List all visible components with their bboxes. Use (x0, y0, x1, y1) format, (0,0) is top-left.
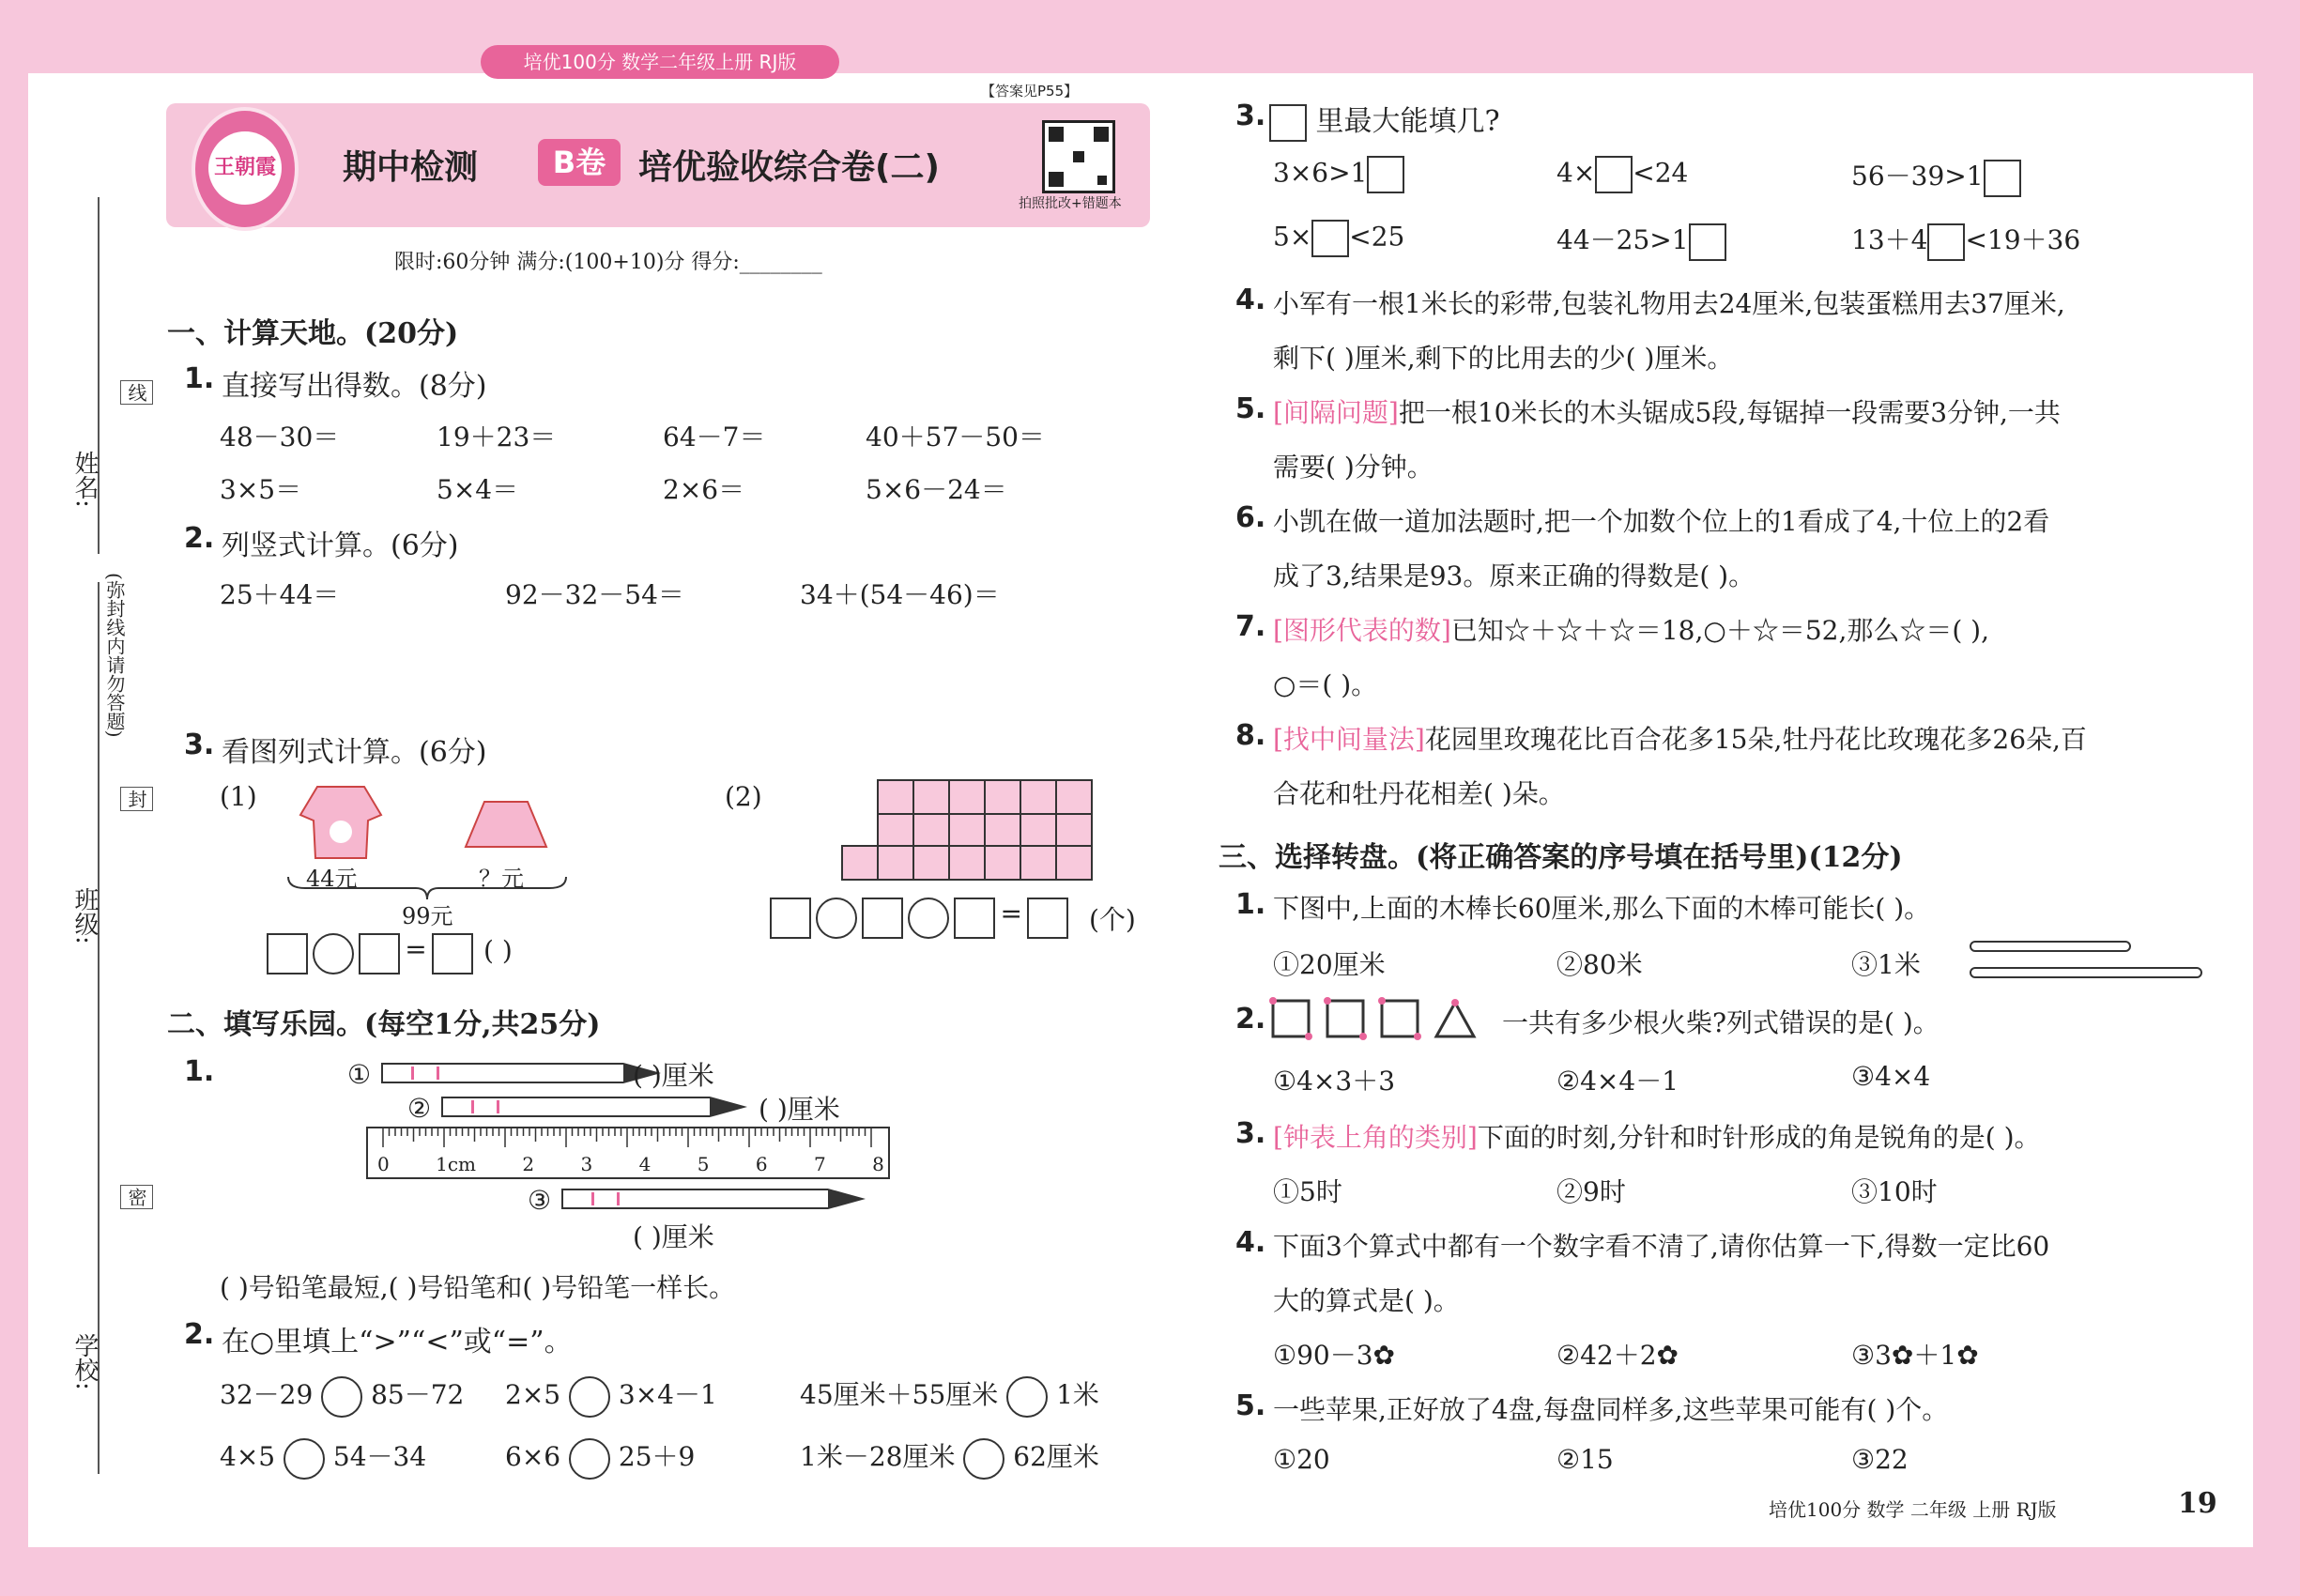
equation-blanks[interactable]: = (267, 933, 473, 974)
q2-text: 列竖式计算。(6分) (222, 529, 459, 562)
lower-stick (1970, 967, 2202, 978)
s3q3-tag: [钟表上角的类别] (1273, 1122, 1478, 1153)
ruler-labels: 0 1cm 2 3 4 5 6 7 8 (377, 1153, 884, 1175)
s2q1-number: 1. (184, 1055, 215, 1088)
r-q3-number: 3. (1235, 100, 1266, 132)
calc-item: 3×5＝ (220, 474, 302, 505)
calc-item: 19＋23＝ (437, 422, 557, 453)
calc-item: 64－7＝ (663, 422, 766, 453)
pencil-2 (441, 1097, 710, 1117)
option[interactable]: ②9时 (1556, 1176, 1626, 1207)
option[interactable]: ②80米 (1556, 949, 1643, 980)
option[interactable]: ③4×4 (1851, 1061, 1931, 1092)
pencil-label-2: ② (407, 1093, 432, 1124)
answer-reference: 【答案见P55】 (981, 83, 1079, 100)
class-label: 班级: (70, 887, 99, 944)
price-hoodie: 44元 (306, 866, 358, 892)
q2-number: 2. (184, 522, 215, 555)
s3q1-text[interactable]: 下图中,上面的木棒长60厘米,那么下面的木棒可能长( )。 (1273, 893, 1931, 924)
qr-caption: 拍照批改+错题本 (1019, 196, 1122, 211)
option[interactable]: ③3✿＋1✿ (1851, 1340, 1979, 1371)
pencil-sentence[interactable]: ( )号铅笔最短,( )号铅笔和( )号铅笔一样长。 (220, 1272, 736, 1303)
fill-item: 4× <24 (1556, 156, 1688, 193)
fill-item: 13＋4 <19＋36 (1851, 220, 2080, 261)
section2-title: 二、填写乐园。(每空1分,共25分) (167, 1008, 601, 1041)
option[interactable]: ①4×3＋3 (1273, 1066, 1396, 1097)
r-q8-line1: [找中间量法]花园里玫瑰花比百合花多15朵,牡丹花比玫瑰花多26朵,百 (1273, 724, 2087, 755)
compare-row-1b: 2×5 3×4－1 (505, 1374, 717, 1418)
s3q4-line2[interactable]: 大的算式是( )。 (1273, 1285, 1460, 1316)
r-q5-line1: [间隔问题]把一根10米长的木头锯成5段,每锯掉一段需要3分钟,一共 (1273, 397, 2061, 428)
price-skirt: ？元 (479, 866, 524, 892)
unit-paren: ( ) (483, 935, 513, 966)
square-grid (877, 779, 1093, 849)
exam-title: 期中检测 (343, 148, 479, 187)
calc-item: 5×6－24＝ (866, 474, 1007, 505)
upper-stick (1970, 941, 2131, 952)
compare-row-2b: 6×6 25＋9 (505, 1436, 695, 1480)
fill-item: 5× <25 (1273, 220, 1404, 257)
pencil-answer-3[interactable]: ( )厘米 (633, 1221, 714, 1252)
r-q8-number: 8. (1235, 719, 1266, 752)
pencil-label-1: ① (347, 1059, 372, 1090)
s3q3-number: 3. (1235, 1117, 1266, 1150)
exam-subtitle: 培优验收综合卷(二) (638, 148, 940, 187)
r-q6-line2[interactable]: 成了3,结果是93。原来正确的得数是( )。 (1273, 560, 1756, 591)
compare-row-2: 4×5 54－34 (220, 1436, 426, 1480)
r-q3-text: 里最大能填几? (1269, 98, 1500, 142)
q1-number: 1. (184, 362, 215, 395)
exam-info: 限时:60分钟 满分:(100+10)分 得分:________ (394, 251, 822, 274)
option[interactable]: ①20 (1273, 1444, 1330, 1475)
compare-row-1c: 45厘米＋55厘米 1米 (800, 1374, 1099, 1418)
q3-number: 3. (184, 729, 215, 761)
s3q1-number: 1. (1235, 888, 1266, 921)
q3-text: 看图列式计算。(6分) (222, 736, 487, 769)
pencil-answer-2[interactable]: ( )厘米 (759, 1094, 840, 1125)
compare-row-1: 32－29 85－72 (220, 1374, 464, 1418)
s3q4-line1: 下面3个算式中都有一个数字看不清了,请你估算一下,得数一定比60 (1273, 1231, 2050, 1262)
s2q2-number: 2. (184, 1318, 215, 1351)
r-q8-tag: [找中间量法] (1273, 724, 1425, 755)
square-grid-bottom (841, 845, 1093, 881)
name-label: 姓名: (70, 451, 99, 508)
calc-item: 5×4＝ (437, 474, 519, 505)
option[interactable]: ③10时 (1851, 1176, 1938, 1207)
r-q6-number: 6. (1235, 501, 1266, 534)
matchstick-icon (1269, 995, 1495, 1042)
option[interactable]: ③1米 (1851, 949, 1921, 980)
calc-item: 40＋57－50＝ (866, 422, 1045, 453)
logo-text: 王朝霞 (208, 131, 282, 205)
s3q5-text[interactable]: 一些苹果,正好放了4盘,每盘同样多,这些苹果可能有( )个。 (1273, 1394, 1949, 1425)
hoodie-image (299, 777, 383, 862)
pencil-label-3: ③ (528, 1185, 552, 1216)
calc-item: 2×6＝ (663, 474, 745, 505)
section1-title: 一、计算天地。(20分) (167, 317, 459, 350)
vertical-calc: 34＋(54－46)＝ (800, 579, 1000, 610)
q1-text: 直接写出得数。(8分) (222, 370, 487, 403)
seal-mark: 封 (120, 787, 153, 811)
vertical-calc: 25＋44＝ (220, 579, 340, 610)
s2q2-text: 在○里填上“>”“<”或“=”。 (222, 1326, 573, 1358)
option[interactable]: ③22 (1851, 1444, 1909, 1475)
s3q2-number: 2. (1235, 1003, 1266, 1036)
fill-item: 3×6>1 (1273, 156, 1404, 193)
grid-unit: (个) (1089, 904, 1136, 935)
total-price: 99元 (402, 903, 453, 929)
vertical-calc: 92－32－54＝ (505, 579, 684, 610)
r-q8-line2[interactable]: 合花和牡丹花相差( )朵。 (1273, 778, 1565, 809)
pencil-3 (561, 1189, 828, 1209)
section3-title: 三、选择转盘。(将正确答案的序号填在括号里)(12分) (1219, 841, 1903, 874)
part2-label: (2) (725, 781, 762, 812)
qr-code-icon[interactable] (1042, 120, 1115, 193)
s3q5-number: 5. (1235, 1389, 1266, 1422)
option[interactable]: ②42＋2✿ (1556, 1340, 1679, 1371)
option[interactable]: ①20厘米 (1273, 949, 1386, 980)
r-q5-line2[interactable]: 需要( )分钟。 (1273, 452, 1434, 483)
fill-item: 56－39>1 (1851, 156, 2021, 197)
s3q4-number: 4. (1235, 1226, 1266, 1259)
calc-item: 48－30＝ (220, 422, 340, 453)
option[interactable]: ①5时 (1273, 1176, 1342, 1207)
brand-logo (192, 107, 299, 231)
fill-item: 44－25>1 (1556, 220, 1726, 261)
footer-text: 培优100分 数学 二年级 上册 RJ版 (1769, 1498, 2057, 1521)
top-banner: 培优100分 数学二年级上册 RJ版 (481, 45, 839, 79)
r-q7-tag: [图形代表的数] (1273, 615, 1451, 646)
secret-mark: 密 (120, 1185, 153, 1209)
pencil-1 (381, 1063, 623, 1083)
s3q3-text[interactable]: [钟表上角的类别]下面的时刻,分针和时针形成的角是锐角的是( )。 (1273, 1122, 2041, 1153)
seal-note: (弥封线内请勿答题) (103, 573, 126, 738)
pencil-answer-1[interactable]: ( )厘米 (633, 1060, 714, 1091)
r-q4-number: 4. (1235, 284, 1266, 316)
option[interactable]: ②4×4－1 (1556, 1066, 1679, 1097)
r-q7-line2[interactable]: ○＝( )。 (1273, 669, 1378, 700)
volume-badge: B卷 (538, 139, 621, 186)
grid-equation-blanks[interactable]: = (770, 898, 1068, 939)
r-q4-line1: 小军有一根1米长的彩带,包装礼物用去24厘米,包装蛋糕用去37厘米, (1273, 288, 2065, 319)
r-q7-number: 7. (1235, 610, 1266, 643)
s3q2-text[interactable]: 一共有多少根火柴?列式错误的是( )。 (1502, 1007, 1940, 1038)
compare-row-2c: 1米－28厘米 62厘米 (800, 1436, 1099, 1480)
r-q6-line1: 小凯在做一道加法题时,把一个加数个位上的1看成了4,十位上的2看 (1273, 506, 2050, 537)
option[interactable]: ②15 (1556, 1444, 1614, 1475)
r-q7-line1: [图形代表的数]已知☆＋☆＋☆＝18,○＋☆＝52,那么☆＝( ), (1273, 615, 1989, 646)
page-number: 19 (2178, 1487, 2217, 1520)
part1-label: (1) (220, 781, 257, 812)
school-label: 学校: (70, 1333, 99, 1390)
line-mark: 线 (120, 380, 153, 405)
r-q5-tag: [间隔问题] (1273, 397, 1399, 428)
r-q5-number: 5. (1235, 392, 1266, 425)
skirt-image (464, 796, 548, 852)
r-q4-line2[interactable]: 剩下( )厘米,剩下的比用去的少( )厘米。 (1273, 343, 1734, 374)
option[interactable]: ①90－3✿ (1273, 1340, 1396, 1371)
